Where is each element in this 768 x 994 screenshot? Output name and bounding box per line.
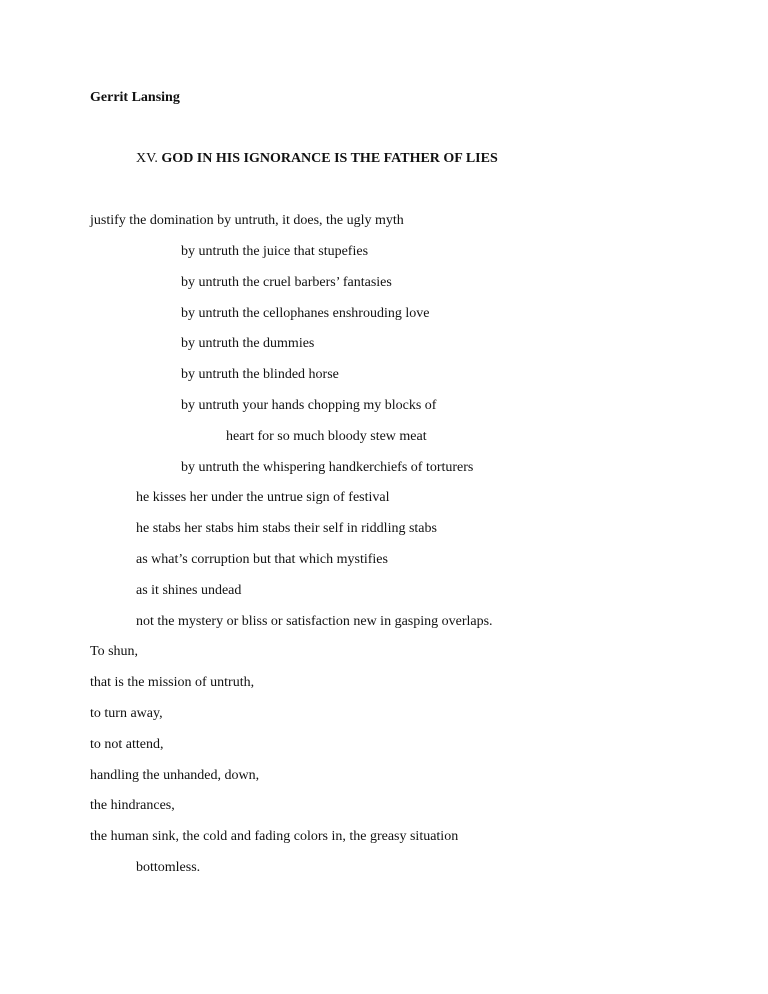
poem-line: the hindrances, — [90, 798, 175, 813]
poem-line: by untruth the juice that stupefies — [181, 244, 369, 259]
poem-line: heart for so much bloody stew meat — [226, 429, 427, 444]
poem-line: To shun, — [90, 644, 139, 659]
poem-line: as it shines undead — [136, 583, 242, 598]
poem-line: to not attend, — [90, 737, 164, 752]
poem-line: by untruth the whispering handkerchiefs of torturers — [181, 460, 474, 475]
poem-line: by untruth the cellophanes enshrouding love — [181, 306, 430, 321]
poem-line: the human sink, the cold and fading colors in, the greasy situation — [90, 829, 459, 844]
poem-line: bottomless. — [136, 860, 201, 875]
poem-line: not the mystery or bliss or satisfaction new in gasping overlaps. — [136, 614, 493, 629]
poem-line: by untruth the dummies — [181, 336, 315, 351]
poem-line: handling the unhanded, down, — [90, 768, 260, 783]
poem-line: justify the domination by untruth, it does, the ugly myth — [90, 213, 404, 228]
poem-title-text: GOD IN HIS IGNORANCE IS THE FATHER OF LIES — [161, 151, 498, 166]
poem-line: to turn away, — [90, 706, 163, 721]
poem-line: by untruth your hands chopping my blocks of — [181, 398, 437, 413]
poem-line: he kisses her under the untrue sign of festival — [136, 490, 390, 505]
poem-line: by untruth the blinded horse — [181, 367, 339, 382]
poem-title — [136, 150, 498, 168]
poem-line: by untruth the cruel barbers’ fantasies — [181, 275, 392, 290]
poem-line: that is the mission of untruth, — [90, 675, 255, 690]
author-name: Gerrit Lansing — [90, 90, 180, 105]
poem-line: he stabs her stabs him stabs their self in riddling stabs — [136, 521, 437, 536]
poem-line: as what’s corruption but that which mystifies — [136, 552, 388, 567]
poem-number: XV. — [136, 151, 158, 166]
